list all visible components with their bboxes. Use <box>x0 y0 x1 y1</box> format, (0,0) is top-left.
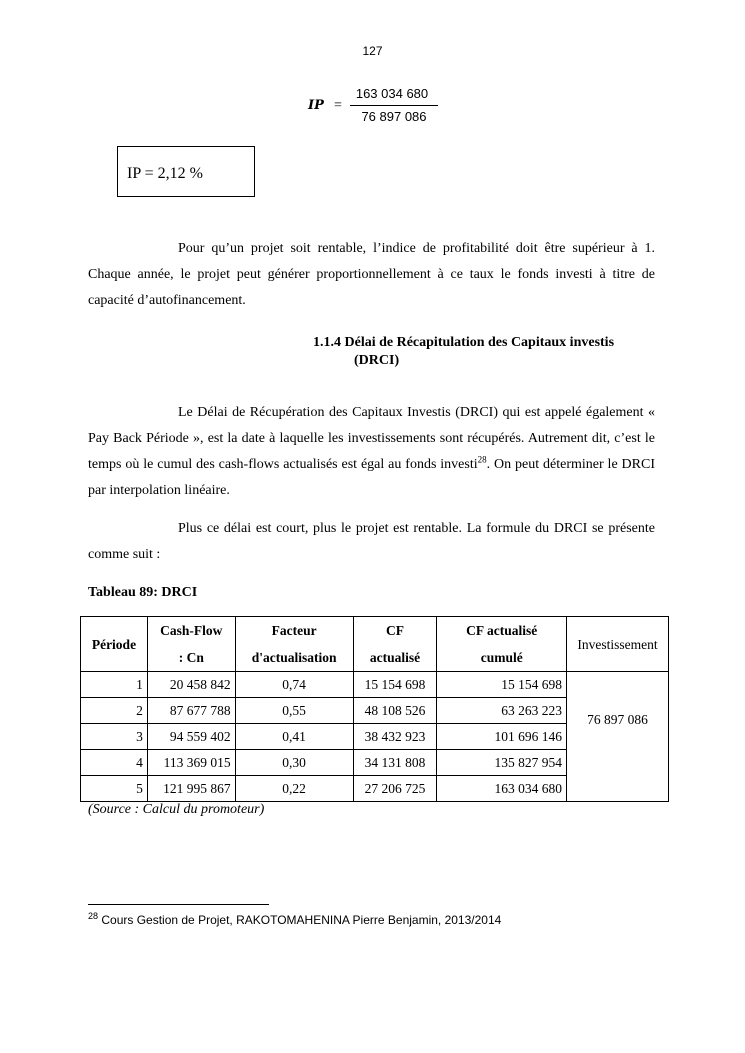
paragraph-drci-definition <box>88 400 655 504</box>
header-cash-flow: Cash-Flow : Cn <box>147 617 235 672</box>
paragraph-text: . On peut déterminer le DRCI par interpolation linéaire. <box>88 457 655 498</box>
cell-facteur: 0,41 <box>235 724 353 750</box>
footnote-reference[interactable]: 28 <box>477 454 487 465</box>
footnote-separator <box>88 904 269 905</box>
ip-result-text: IP = 2,12 % <box>127 165 203 182</box>
header-facteur: Facteur d'actualisation <box>235 617 353 672</box>
ip-formula <box>308 86 448 130</box>
cell-periode: 1 <box>81 672 148 698</box>
paragraph-line: Pour qu’un projet soit rentable, l’indice de profitabilité doit être supérieur à 1. <box>178 241 655 256</box>
formula-denominator: 76 897 086 <box>361 109 427 124</box>
drci-table <box>80 616 669 802</box>
cell-cf-cumule: 63 263 223 <box>437 698 567 724</box>
formula-lhs: IP <box>308 98 324 113</box>
cell-cf-cumule: 101 696 146 <box>437 724 567 750</box>
cell-investissement: 76 897 086 <box>567 672 669 802</box>
paragraph-line: Le Délai de Récupération des Capitaux Investis (DRCI) qui est appelé <box>178 405 582 420</box>
cell-cash-flow: 87 677 788 <box>147 698 235 724</box>
page-number: 127 <box>362 44 383 58</box>
cell-periode: 5 <box>81 776 148 802</box>
paragraph-profitability <box>88 236 655 314</box>
paragraph-text: Chaque année, le projet peut générer proportionnellement à ce taux le fonds investi à titre de capacité d’autofinancement. <box>88 267 655 308</box>
table-row <box>81 672 669 698</box>
table-source: (Source : Calcul du promoteur) <box>88 802 265 817</box>
cell-cf-actualise: 15 154 698 <box>353 672 437 698</box>
paragraph-text: présente comme suit : <box>88 521 655 562</box>
cell-facteur: 0,30 <box>235 750 353 776</box>
cell-cf-cumule: 135 827 954 <box>437 750 567 776</box>
formula-numerator: 163 034 680 <box>355 86 429 101</box>
cell-cf-actualise: 27 206 725 <box>353 776 437 802</box>
section-heading <box>313 334 614 370</box>
footnote <box>88 913 501 927</box>
table-caption: Tableau 89: DRCI <box>88 585 198 600</box>
footnote-number: 28 <box>88 911 99 921</box>
formula-equals: = <box>334 98 342 113</box>
cell-cash-flow: 113 369 015 <box>147 750 235 776</box>
cell-cash-flow: 121 995 867 <box>147 776 235 802</box>
header-cf-actualise: CF actualisé <box>353 617 437 672</box>
cell-cf-actualise: 38 432 923 <box>353 724 437 750</box>
cell-cf-actualise: 48 108 526 <box>353 698 437 724</box>
cell-periode: 4 <box>81 750 148 776</box>
cell-facteur: 0,74 <box>235 672 353 698</box>
paragraph-line: Plus ce délai est court, plus le projet est rentable. La formule du DRCI se <box>178 521 604 536</box>
header-cf-cumule: CF actualisé cumulé <box>437 617 567 672</box>
cell-facteur: 0,55 <box>235 698 353 724</box>
paragraph-text: également « Pay Back Période », est la date à laquelle les investissements sont récupérés. Autrement dit, c’est le temps où le cumul des cash-flows actualisés est égal au fonds investi <box>88 405 656 472</box>
cell-cash-flow: 20 458 842 <box>147 672 235 698</box>
cell-cf-cumule: 15 154 698 <box>437 672 567 698</box>
section-heading-line2: (DRCI) <box>354 353 400 368</box>
cell-cash-flow: 94 559 402 <box>147 724 235 750</box>
paragraph-drci-formula <box>88 516 655 568</box>
cell-periode: 3 <box>81 724 148 750</box>
cell-facteur: 0,22 <box>235 776 353 802</box>
section-heading-line1: 1.1.4 Délai de Récapitulation des Capitaux investis <box>313 335 615 350</box>
cell-periode: 2 <box>81 698 148 724</box>
cell-cf-actualise: 34 131 808 <box>353 750 437 776</box>
footnote-text: Cours Gestion de Projet, RAKOTOMAHENINA Pierre Benjamin, 2013/2014 <box>98 913 502 927</box>
fraction-bar <box>350 105 438 106</box>
header-investissement: Investissement <box>567 617 669 672</box>
cell-cf-cumule: 163 034 680 <box>437 776 567 802</box>
ip-result-box <box>117 146 255 197</box>
header-periode: Période <box>81 617 148 672</box>
